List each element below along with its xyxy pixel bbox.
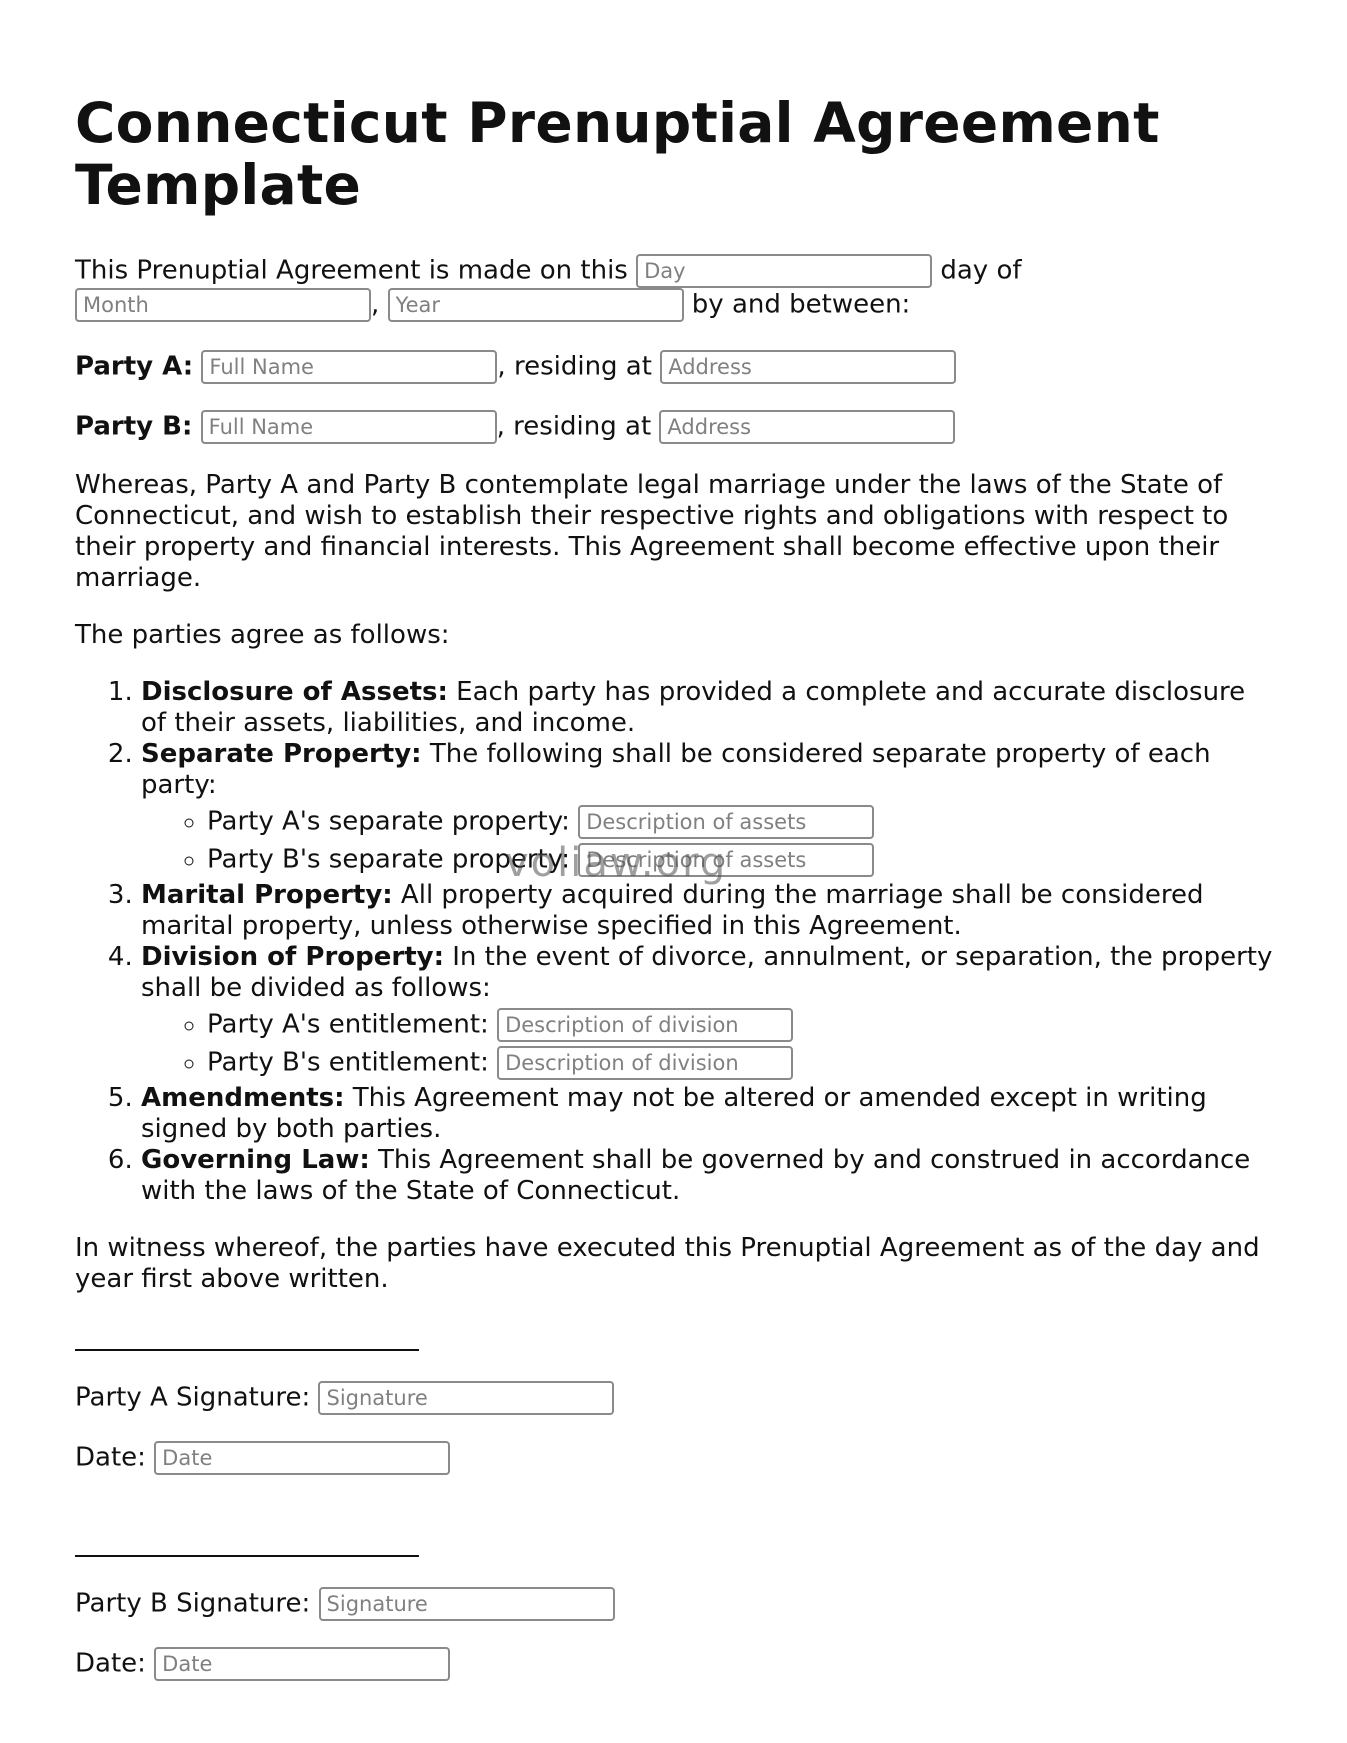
term-text: This Agreement shall be governed by and construed in accordance with the laws of the State of Connecticut.: [141, 1145, 1251, 1206]
party-a-date-input[interactable]: [154, 1441, 450, 1475]
term-heading: Disclosure of Assets:: [141, 677, 448, 707]
day-input[interactable]: [636, 254, 932, 288]
party-a-address-input[interactable]: [660, 350, 956, 384]
party-b-label: Party B:: [75, 411, 193, 442]
sub-item-label: Party A's entitlement:: [207, 1009, 489, 1040]
watermark: voliaw.org: [505, 840, 728, 886]
party-a-label: Party A:: [75, 351, 194, 382]
party-a-signature-input[interactable]: [318, 1381, 614, 1415]
separate-property-list: [141, 805, 1275, 886]
party-a-separate-property-input[interactable]: [578, 805, 874, 839]
party-b-signature-input[interactable]: [319, 1587, 615, 1621]
page-title: Connecticut Prenuptial Agreement Template: [75, 91, 1160, 217]
term-item: [141, 1083, 1275, 1145]
division-list: [141, 1008, 1275, 1080]
term-item: [141, 1145, 1275, 1207]
sub-item: [207, 1008, 1275, 1042]
party-a-name-input[interactable]: [201, 350, 497, 384]
party-a-date-row: [75, 1441, 1275, 1475]
party-b-name-input[interactable]: [201, 410, 497, 444]
party-b-separate-property-input[interactable]: [578, 843, 874, 877]
term-heading: Governing Law:: [141, 1145, 370, 1175]
party-a-signature-row: [75, 1381, 1275, 1415]
term-item: [141, 739, 1275, 886]
sub-item: [207, 840, 1275, 886]
sub-item-label: Party B's entitlement:: [207, 1047, 489, 1078]
term-text: Each party has provided a complete and accurate disclosure of their assets, liabilities, and income.: [141, 677, 1246, 738]
term-text: This Agreement may not be altered or amended except in writing signed by both parties.: [141, 1083, 1207, 1144]
term-text: The following shall be considered separate property of each party:: [141, 739, 1211, 800]
party-b-date-label: Date:: [75, 1648, 146, 1679]
party-a-row: [75, 350, 1275, 384]
whereas-paragraph: Whereas, Party A and Party B contemplate legal marriage under the laws of the State of Connecticut, and wish to establish their respective rights and obligations with respect to their property and financial interests. This Agreement shall become effective upon their marriage.: [75, 470, 1229, 593]
sub-item-label: Party B's separate property:: [207, 844, 570, 875]
intro-text-after-day: day of: [940, 255, 1022, 286]
sub-item: [207, 1046, 1275, 1080]
party-b-residing-text: , residing at: [496, 411, 652, 442]
intro-text-after-year: by and between:: [691, 289, 911, 320]
signature-spacer: [75, 1501, 1275, 1533]
party-b-date-input[interactable]: [154, 1647, 450, 1681]
party-a-entitlement-input[interactable]: [497, 1008, 793, 1042]
intro-comma: ,: [371, 289, 380, 320]
party-a-residing-text: , residing at: [497, 351, 652, 382]
party-a-signature-label: Party A Signature:: [75, 1382, 311, 1413]
term-text: All property acquired during the marriage shall be considered marital property, unless otherwise specified in this Agreement.: [141, 880, 1204, 941]
party-b-signature-line: [75, 1533, 419, 1557]
party-b-date-row: [75, 1647, 1275, 1681]
party-b-row: [75, 410, 1275, 444]
term-item: [141, 880, 1275, 942]
agree-intro: The parties agree as follows:: [75, 620, 450, 650]
month-input[interactable]: [75, 288, 371, 322]
sub-item-label: Party A's separate property:: [207, 806, 570, 837]
party-b-entitlement-input[interactable]: [497, 1046, 793, 1080]
term-item: [141, 942, 1275, 1080]
term-text: In the event of divorce, annulment, or separation, the property shall be divided as follows:: [141, 942, 1273, 1003]
party-b-signature-row: [75, 1587, 1275, 1621]
term-heading: Division of Property:: [141, 942, 444, 972]
term-heading: Marital Property:: [141, 880, 393, 910]
term-heading: Amendments:: [141, 1083, 345, 1113]
term-heading: Separate Property:: [141, 739, 422, 769]
terms-list: [75, 677, 1275, 1207]
year-input[interactable]: [388, 288, 684, 322]
party-a-signature-line: [75, 1327, 419, 1351]
party-b-address-input[interactable]: [659, 410, 955, 444]
intro-text-before-day: This Prenuptial Agreement is made on this: [75, 255, 628, 286]
document-page: [75, 92, 1275, 1707]
sub-item: [207, 805, 1275, 839]
witness-paragraph: In witness whereof, the parties have executed this Prenuptial Agreement as of the day and year first above written.: [75, 1233, 1260, 1294]
party-b-signature-label: Party B Signature:: [75, 1588, 311, 1619]
party-a-date-label: Date:: [75, 1442, 146, 1473]
term-item: [141, 677, 1275, 739]
intro-paragraph: [75, 254, 1275, 322]
